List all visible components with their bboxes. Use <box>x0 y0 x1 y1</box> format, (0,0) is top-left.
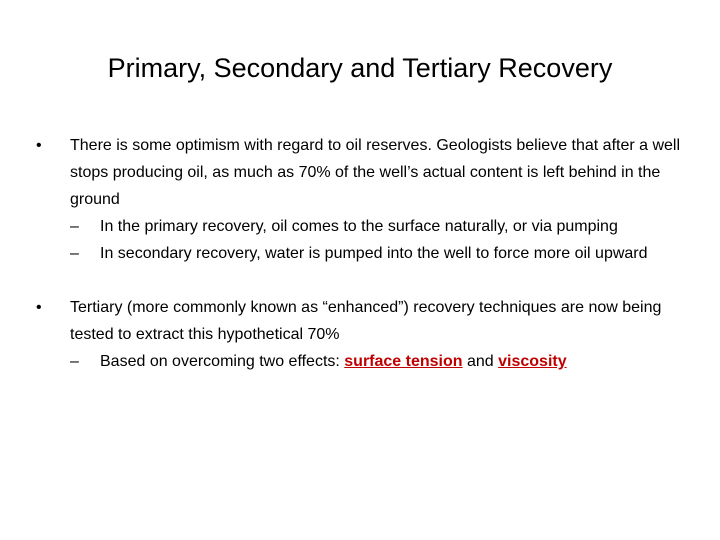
bullet-tertiary-recovery <box>36 294 686 348</box>
sub-bullet-prefix: Based on overcoming two effects: <box>100 353 345 370</box>
sub-bullet-text: In secondary recovery, water is pumped into the well to force more oil upward <box>100 245 648 262</box>
slide-body <box>36 132 686 375</box>
dash-marker: – <box>70 218 79 235</box>
emphasis-viscosity: viscosity <box>498 353 567 370</box>
sub-bullet-secondary-recovery <box>70 240 686 267</box>
bullet-text: Tertiary (more commonly known as “enhanced”) recovery techniques are now being tested to extract this hypothetical 70% <box>70 299 662 343</box>
spacer <box>36 267 686 294</box>
sub-bullet-primary-recovery <box>70 213 686 240</box>
slide-title: Primary, Secondary and Tertiary Recovery <box>107 53 613 83</box>
bullet-marker: • <box>36 137 42 154</box>
bullet-marker: • <box>36 299 42 316</box>
bullet-oil-reserves <box>36 132 686 213</box>
dash-marker: – <box>70 353 79 370</box>
emphasis-surface-tension: surface tension <box>344 353 463 370</box>
bullet-text: There is some optimism with regard to oil reserves. Geologists believe that after a well stops producing oil, as much as 70% of the well’s actual content is left behind in the ground <box>70 137 681 208</box>
sub-bullet-text: In the primary recovery, oil comes to the surface naturally, or via pumping <box>100 218 618 235</box>
dash-marker: – <box>70 245 79 262</box>
sub-bullet-joiner: and <box>462 353 499 370</box>
sub-bullet-two-effects <box>70 348 686 375</box>
